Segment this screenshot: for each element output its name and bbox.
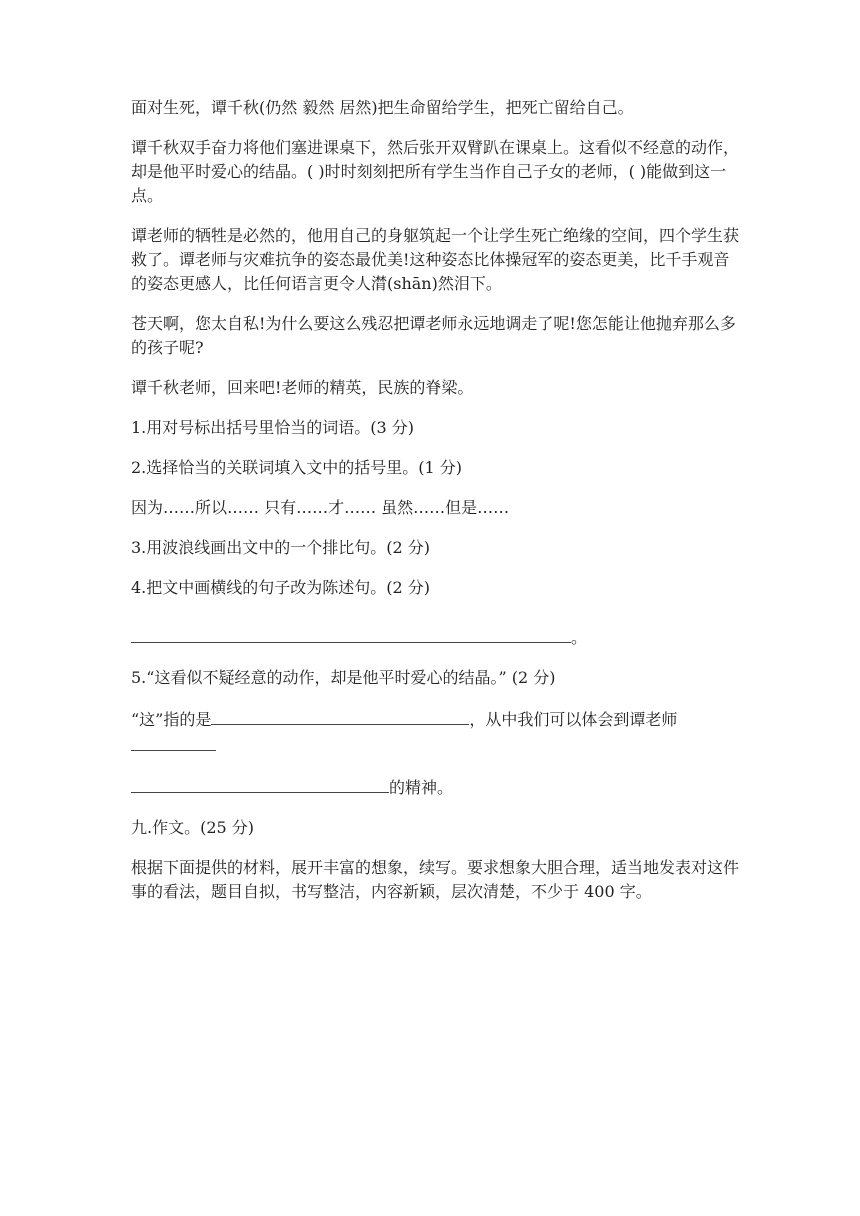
question-3: 3.用波浪线画出文中的一个排比句。(2 分) bbox=[131, 538, 431, 557]
passage-paragraph-2: 谭千秋双手奋力将他们塞进课桌下，然后张开双臂趴在课桌上。这看似不经意的动作，却是他平时爱心的结晶。( )时时刻刻把所有学生当作自己子女的老师，( )能做到这一点。 bbox=[131, 138, 740, 205]
question-5-blank-1[interactable] bbox=[211, 706, 469, 725]
question-5-prefix: “这”指的是 bbox=[131, 710, 212, 729]
question-5-blank-3[interactable] bbox=[131, 774, 389, 793]
question-5-blank-2[interactable] bbox=[131, 732, 216, 751]
passage-paragraph-3: 谭老师的牺牲是必然的，他用自己的身躯筑起一个让学生死亡绝缘的空间，四个学生获救了。谭老师与灾难抗争的姿态最优美!这种姿态比体操冠军的姿态更美，比千手观音的姿态更感人，比任何语言更令人潸(shān)然泪下。 bbox=[131, 226, 740, 293]
question-5-suffix: 的精神。 bbox=[389, 778, 454, 797]
question-4-answer-end: 。 bbox=[571, 628, 588, 647]
essay-instructions: 根据下面提供的材料，展开丰富的想象，续写。要求想象大胆合理，适当地发表对这件事的看法，题目自拟，书写整洁，内容新颖，层次清楚，不少于 400 字。 bbox=[131, 858, 740, 901]
question-5-fill-row bbox=[131, 706, 741, 758]
question-4-answer-blank[interactable] bbox=[131, 624, 571, 643]
question-4-answer-row bbox=[131, 624, 741, 650]
passage-paragraph-4: 苍天啊，您太自私!为什么要这么残忍把谭老师永远地调走了呢!您怎能让他抛弃那么多的孩子呢? bbox=[131, 314, 736, 357]
document-page bbox=[131, 96, 741, 920]
question-1: 1.用对号标出括号里恰当的词语。(3 分) bbox=[131, 418, 415, 437]
question-4: 4.把文中画横线的句子改为陈述句。(2 分) bbox=[131, 578, 431, 597]
question-5: 5.“这看似不疑经意的动作，却是他平时爱心的结晶。” (2 分) bbox=[131, 668, 556, 687]
question-5-fill-row-2 bbox=[131, 774, 741, 800]
question-2: 2.选择恰当的关联词填入文中的括号里。(1 分) bbox=[131, 458, 463, 477]
question-5-middle: ，从中我们可以体会到谭老师 bbox=[469, 710, 678, 729]
essay-heading: 九.作文。(25 分) bbox=[131, 818, 255, 837]
passage-paragraph-1: 面对生死，谭千秋(仍然 毅然 居然)把生命留给学生，把死亡留给自己。 bbox=[131, 98, 634, 117]
question-2-options: 因为……所以…… 只有……才…… 虽然……但是…… bbox=[131, 498, 510, 517]
passage-paragraph-5: 谭千秋老师，回来吧!老师的精英，民族的脊梁。 bbox=[131, 378, 474, 397]
